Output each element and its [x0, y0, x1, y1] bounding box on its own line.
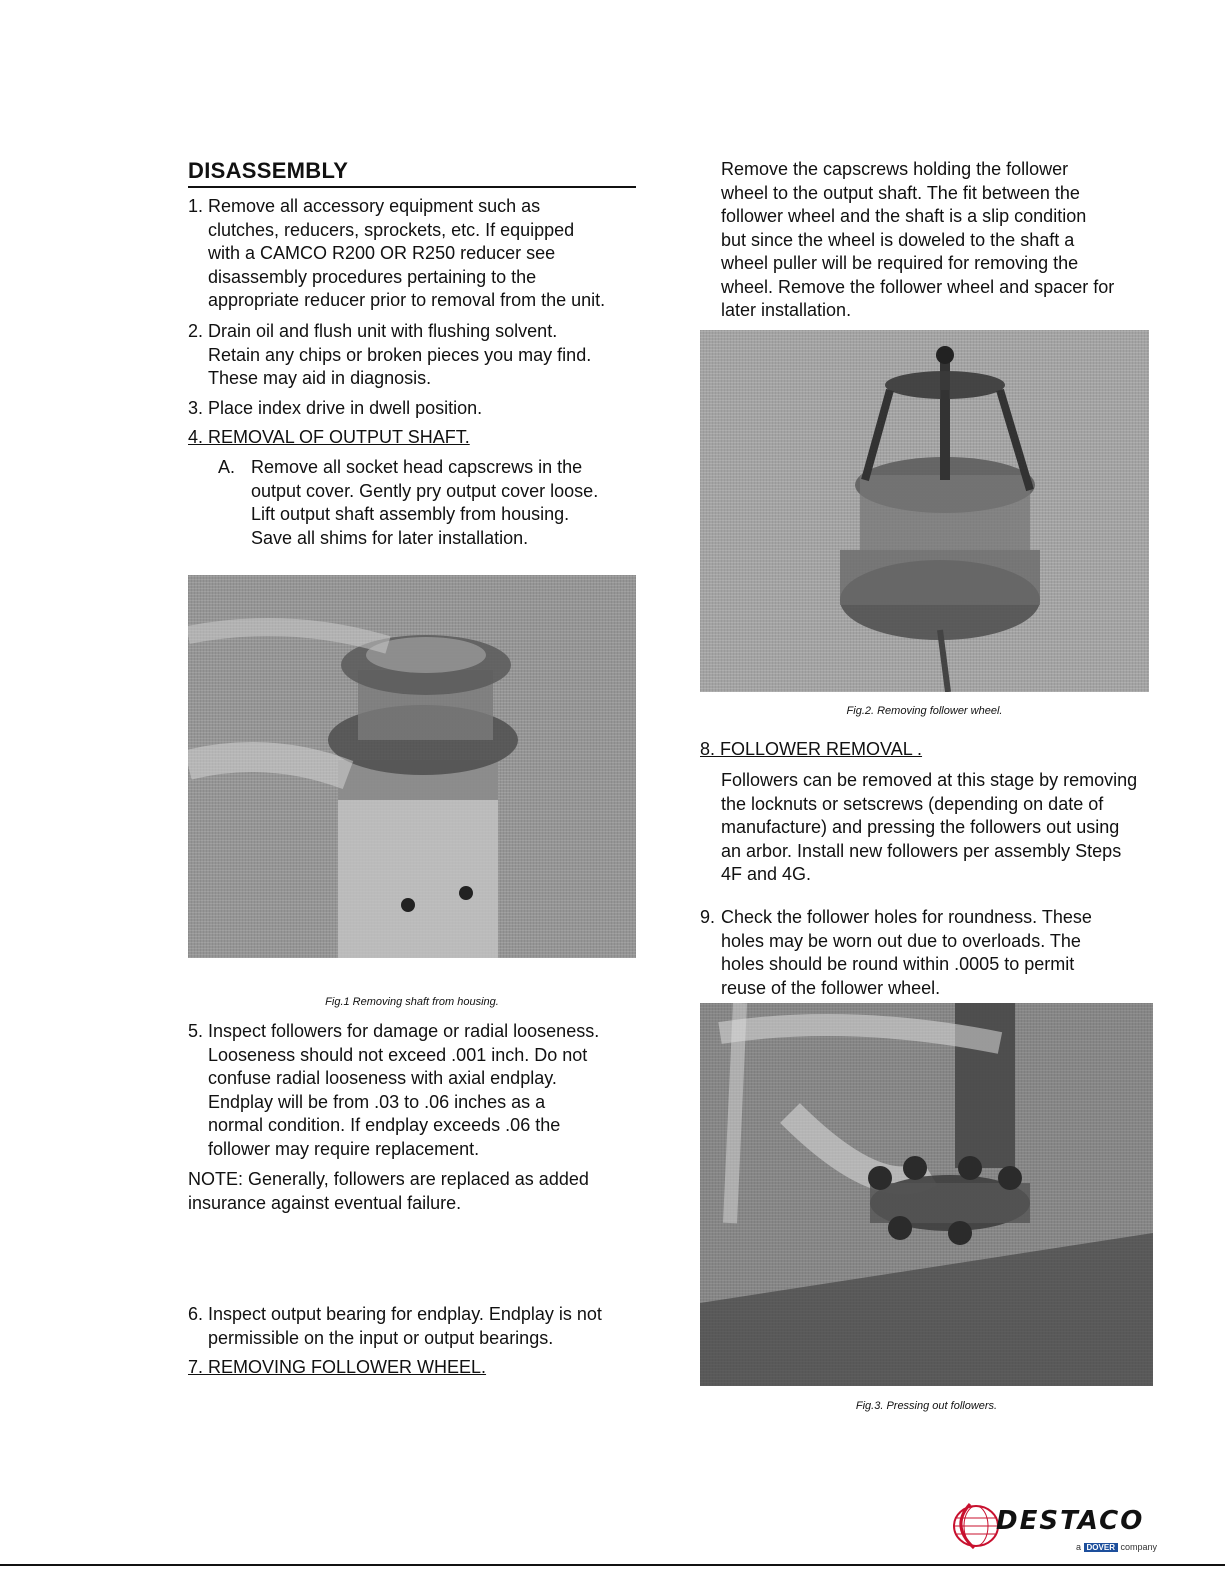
brand-wordmark: DESTACO: [996, 1506, 1145, 1536]
step-7-heading: 7. REMOVING FOLLOWER WHEEL.: [188, 1357, 487, 1377]
heading-rule: [188, 186, 636, 188]
figure-2-caption: Fig.2. Removing follower wheel.: [846, 705, 1003, 717]
section-heading: DISASSEMBLY: [188, 158, 349, 183]
footer-rule: [0, 1564, 1225, 1566]
step-4-heading: 4. REMOVAL OF OUTPUT SHAFT.: [188, 427, 470, 447]
step-7-body: Remove the capscrews holding the follower wheel to the output shaft. The fit between the follower wheel and the shaft is a slip condition but since the wheel is doweled to the shaft a wheel puller will be required for removing the wheel. Remove the follower wheel and spacer for later installation.: [721, 159, 1115, 320]
step-2: 2. Drain oil and flush unit with flushing solvent. Retain any chips or broken pieces you may find. These may aid in diagnosis.: [188, 321, 592, 388]
step-5: 5. Inspect followers for damage or radial looseness. Looseness should not exceed .001 inch. Do not confuse radial looseness with axial endplay. Endplay will be from .03 to .06 inches as a normal condition. If endplay exceeds .06 the follower may require replacement.: [188, 1021, 600, 1159]
note: NOTE: Generally, followers are replaced as added insurance against eventual failure.: [188, 1169, 589, 1213]
dover-badge: DOVER: [1084, 1543, 1118, 1552]
destaco-logo: [948, 1500, 1168, 1560]
step-3: 3. Place index drive in dwell position.: [188, 398, 483, 418]
figure-3-photo: [700, 1003, 1153, 1386]
figure-1-photo: [188, 575, 636, 958]
figure-3-caption: Fig.3. Pressing out followers.: [855, 1400, 998, 1412]
figure-1-caption: Fig.1 Removing shaft from housing.: [325, 996, 499, 1008]
step-8-body: Followers can be removed at this stage by removing the locknuts or setscrews (depending on date of manufacture) and pressing the followers out using an arbor. Install new followers per assembly Steps 4F and 4G.: [721, 770, 1138, 884]
step-1: 1. Remove all accessory equipment such as clutches, reducers, sprockets, etc. If equipped with a CAMCO R200 OR R250 reducer see disassembly procedures pertaining to the appropriate reducer prior to removal from the unit.: [188, 196, 606, 310]
figure-2-photo: [700, 330, 1149, 692]
step-4a: A. Remove all socket head capscrews in the output cover. Gently pry output cover loose. Lift output shaft assembly from housing. Save all shims for later installation.: [218, 457, 599, 548]
step-8-heading: 8. FOLLOWER REMOVAL .: [700, 739, 923, 759]
step-6: 6. Inspect output bearing for endplay. Endplay is not permissible on the input or output bearings.: [188, 1304, 602, 1348]
brand-tagline: a DOVER company: [1076, 1542, 1158, 1552]
step-9: 9. Check the follower holes for roundness. These holes may be worn out due to overloads. The holes should be round within .0005 to permit reuse of the follower wheel.: [700, 907, 1092, 998]
